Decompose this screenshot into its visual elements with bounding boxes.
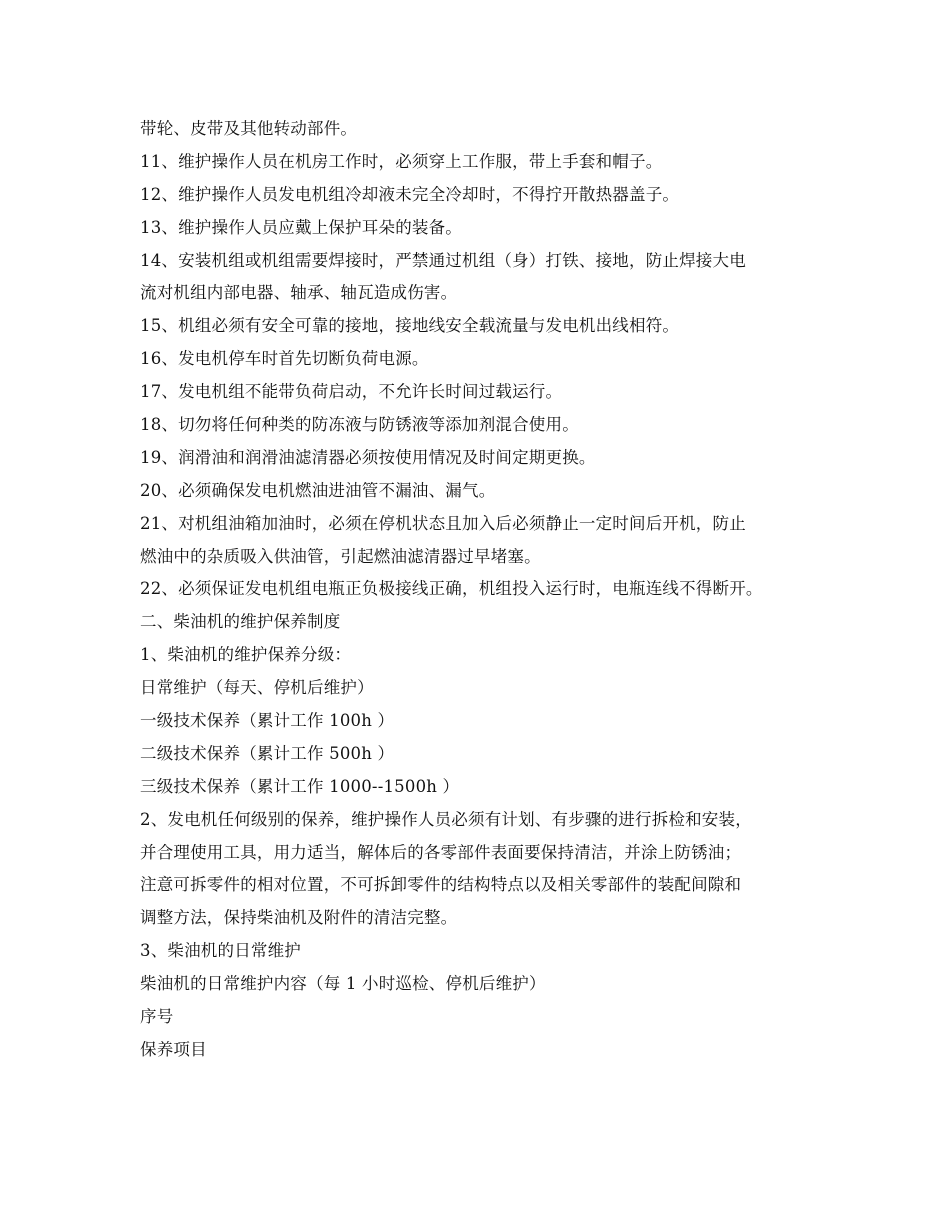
text-line: 19、润滑油和润滑油滤清器必须按使用情况及时间定期更换。 — [140, 447, 596, 467]
text-line: 柴油机的日常维护内容（每 1 小时巡检、停机后维护） — [140, 974, 546, 994]
text-line: 12、维护操作人员发电机组冷却液未完全冷却时，不得拧开散热器盖子。 — [140, 184, 680, 204]
text-line: 15、机组必须有安全可靠的接地，接地线安全载流量与发电机出线相符。 — [140, 316, 680, 336]
text-line: 3、柴油机的日常维护 — [140, 941, 301, 961]
text-line: 一级技术保养（累计工作 100h ） — [140, 711, 395, 731]
text-line: 燃油中的杂质吸入供油管，引起燃油滤清器过早堵塞。 — [140, 546, 541, 566]
text-line: 注意可拆零件的相对位置，不可拆卸零件的结构特点以及相关零部件的装配间隙和 — [140, 875, 742, 895]
text-line: 22、必须保证发电机组电瓶正负极接线正确，机组投入运行时，电瓶连线不得断开。 — [140, 579, 763, 599]
text-line: 三级技术保养（累计工作 1000--1500h ） — [140, 776, 460, 796]
text-line: 1、柴油机的维护保养分级： — [140, 645, 352, 665]
text-line: 带轮、皮带及其他转动部件。 — [140, 119, 358, 138]
text-line: 13、维护操作人员应戴上保护耳朵的装备。 — [140, 217, 462, 237]
text-line: 18、切勿将任何种类的防冻液与防锈液等添加剂混合使用。 — [140, 415, 579, 435]
text-line: 11、维护操作人员在机房工作时，必须穿上工作服，带上手套和帽子。 — [140, 151, 663, 171]
text-line: 流对机组内部电器、轴承、轴瓦造成伤害。 — [140, 283, 458, 303]
text-line: 16、发电机停车时首先切断负荷电源。 — [140, 349, 429, 369]
text-line: 14、安装机组或机组需要焊接时，严禁通过机组（身）打铁、接地，防止焊接大电 — [140, 250, 746, 270]
text-line: 日常维护（每天、停机后维护） — [140, 678, 374, 698]
text-line: 21、对机组油箱加油时，必须在停机状态且加入后必须静止一定时间后开机，防止 — [140, 513, 746, 533]
text-line: 17、发电机组不能带负荷启动，不允许长时间过载运行。 — [140, 382, 563, 402]
text-line: 调整方法，保持柴油机及附件的清洁完整。 — [140, 908, 458, 928]
text-line: 并合理使用工具，用力适当，解体后的各零部件表面要保持清洁，并涂上防锈油； — [140, 842, 742, 862]
text-line: 二级技术保养（累计工作 500h ） — [140, 743, 395, 763]
text-line: 2、发电机任何级别的保养，维护操作人员必须有计划、有步骤的进行拆检和安装， — [140, 809, 752, 829]
section-heading: 二、柴油机的维护保养制度 — [140, 612, 341, 632]
text-line: 20、必须确保发电机燃油进油管不漏油、漏气。 — [140, 480, 496, 500]
table-header-cell: 序号 — [140, 1007, 174, 1027]
table-header-cell: 保养项目 — [140, 1039, 207, 1059]
document-body — [140, 113, 830, 1067]
